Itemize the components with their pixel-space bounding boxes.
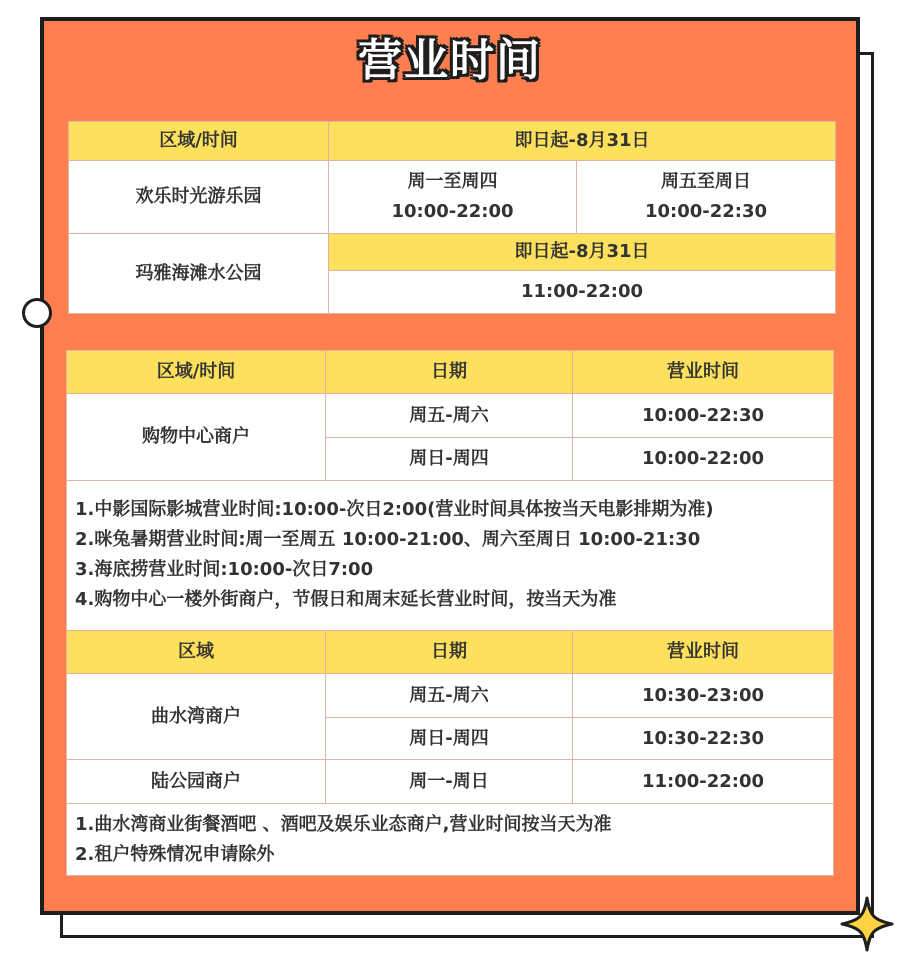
t1-header-period: 即日起-8月31日 (328, 121, 836, 161)
ring-circle-decoration (22, 298, 52, 328)
t2-notes (66, 480, 834, 631)
t2-header-area: 区域/时间 (66, 350, 326, 394)
t2-note-2: 2.咪兔暑期营业时间:周一至周五 10:00-21:00、周六至周日 10:00-21:30 (75, 529, 701, 550)
t3-row2-date: 周日-周四 (325, 717, 573, 760)
t2-row1-date: 周五-周六 (325, 393, 573, 438)
t2-note-1: 1.中影国际影城营业时间:10:00-次日2:00(营业时间具体按当天电影排期为准) (75, 499, 714, 520)
t3-notes (66, 803, 834, 876)
t3-area2: 陆公园商户 (66, 759, 326, 804)
t2-row2-time: 10:00-22:00 (572, 437, 834, 481)
t3-area2-time: 11:00-22:00 (572, 759, 834, 804)
t1-park1-weekend-days: 周五至周日 (661, 171, 751, 192)
t3-row1-date: 周五-周六 (325, 673, 573, 718)
t1-park2-period: 即日起-8月31日 (328, 233, 836, 271)
t2-area: 购物中心商户 (66, 393, 326, 481)
t1-park1-weekend-time: 10:00-22:30 (644, 201, 768, 222)
t3-header-hours: 营业时间 (572, 630, 834, 674)
t3-row1-time: 10:30-23:00 (572, 673, 834, 718)
t1-header-area: 区域/时间 (68, 121, 329, 161)
t3-row2-time: 10:30-22:30 (572, 717, 834, 760)
t1-park1-name: 欢乐时光游乐园 (68, 160, 329, 234)
t1-park1-weekday-cell (328, 160, 577, 234)
t3-header-date: 日期 (325, 630, 573, 674)
t3-note-1: 1.曲水湾商业街餐酒吧 、酒吧及娱乐业态商户,营业时间按当天为准 (75, 814, 612, 835)
t2-header-date: 日期 (325, 350, 573, 394)
page-title: 营业时间 (358, 35, 542, 86)
t2-row2-date: 周日-周四 (325, 437, 573, 481)
t2-row1-time: 10:00-22:30 (572, 393, 834, 438)
sparkle-star-icon (840, 896, 894, 952)
t1-park1-weekend-cell (576, 160, 836, 234)
t3-area2-date: 周一-周日 (325, 759, 573, 804)
t3-area1: 曲水湾商户 (66, 673, 326, 760)
t3-header-area: 区域 (66, 630, 326, 674)
t1-park1-weekday-time: 10:00-22:00 (391, 201, 514, 222)
t3-note-2: 2.租户特殊情况申请除外 (75, 844, 275, 865)
t1-park1-weekday-days: 周一至周四 (407, 171, 498, 192)
t2-note-4: 4.购物中心一楼外街商户，节假日和周末延长营业时间，按当天为准 (75, 589, 617, 610)
t1-park2-name: 玛雅海滩水公园 (68, 233, 329, 314)
t2-note-3: 3.海底捞营业时间:10:00-次日7:00 (75, 559, 374, 580)
t1-park2-time: 11:00-22:00 (328, 270, 836, 314)
t2-header-hours: 营业时间 (572, 350, 834, 394)
